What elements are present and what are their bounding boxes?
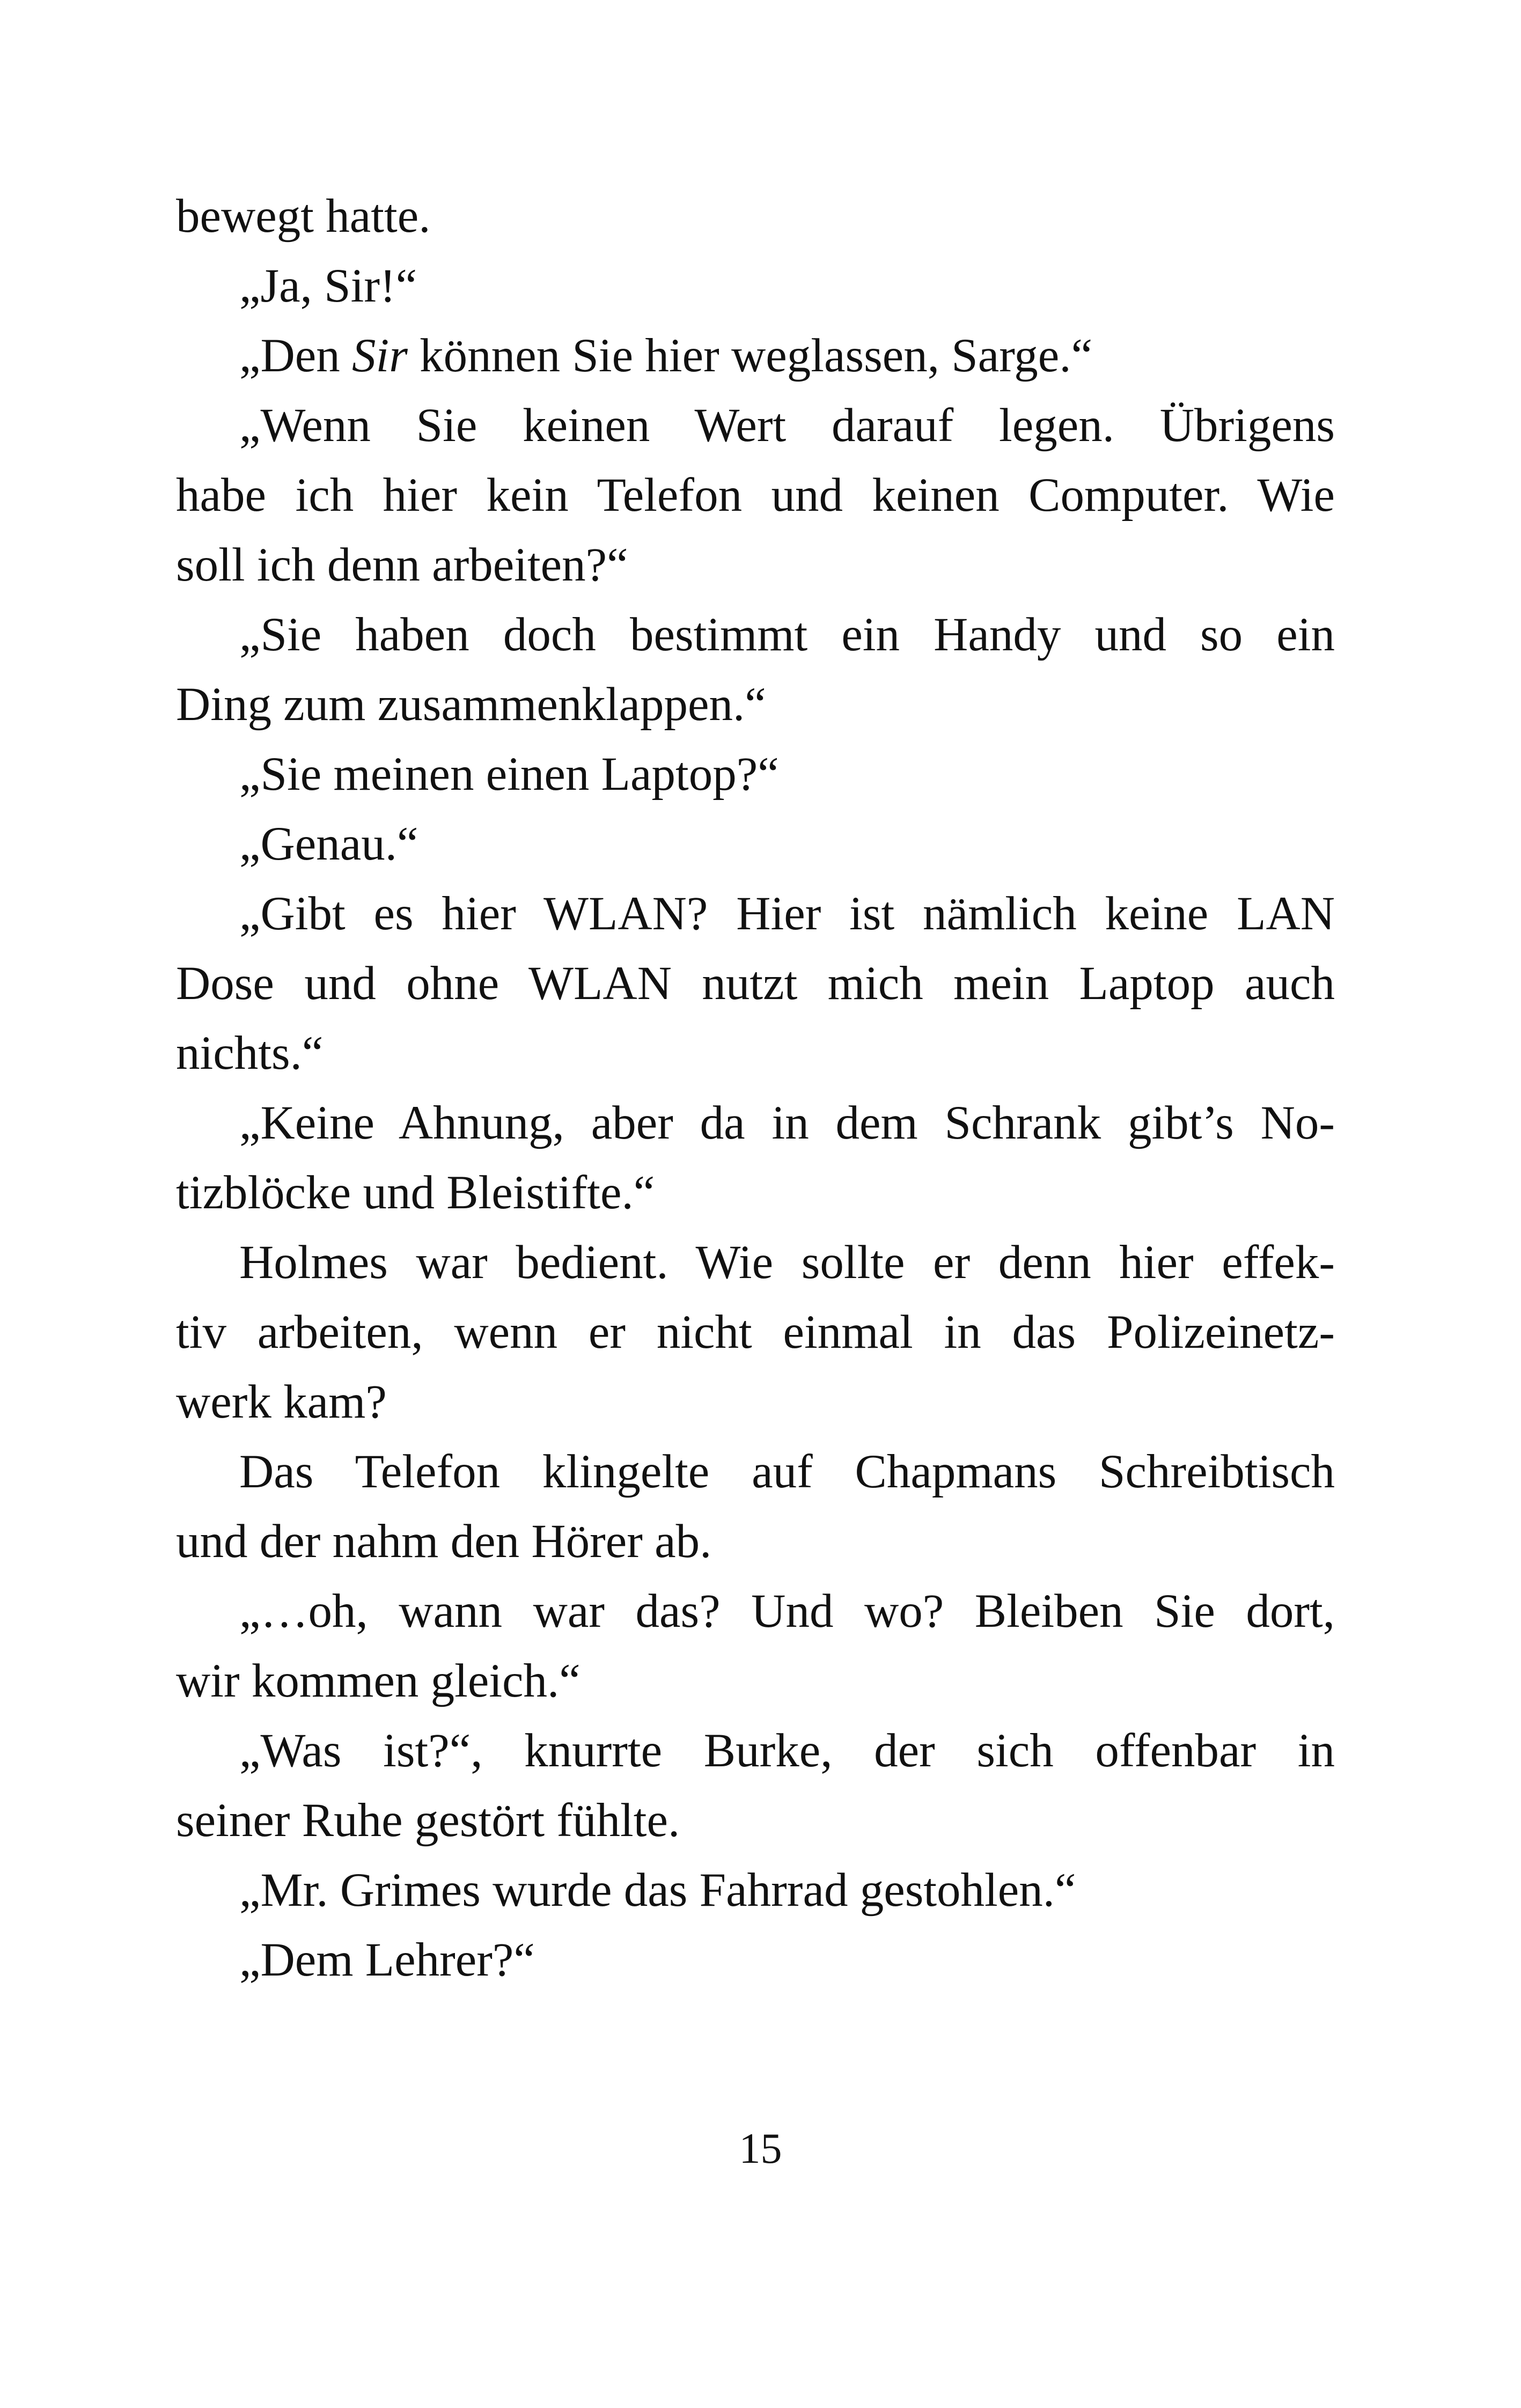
text-line: tizblöcke und Bleistifte.“ [176,1166,655,1219]
body-text [176,181,1335,1995]
text-line: „Dem Lehrer?“ [239,1934,535,1986]
text-line: „Ja, Sir!“ [239,260,417,312]
text-segment: können Sie hier weglassen, Sarge.“ [407,329,1093,382]
text-line: nichts.“ [176,1027,324,1080]
text-line: „Sie meinen einen Laptop?“ [239,748,779,801]
text-line: soll ich denn arbeiten?“ [176,539,628,591]
italic-word: Sir [352,329,408,382]
text-line: „Was ist?“, knurrte Burke, der sich offenbar in [239,1724,1335,1777]
text-line: Ding zum zusammenklappen.“ [176,678,766,731]
text-line: „Genau.“ [239,818,418,870]
text-line: Das Telefon klingelte auf Chapmans Schreibtisch [239,1445,1335,1498]
text-line: „Wenn Sie keinen Wert darauf legen. Übrigens [239,399,1335,452]
text-line: habe ich hier kein Telefon und keinen Computer. Wie [176,469,1335,522]
text-line: „Keine Ahnung, aber da in dem Schrank gibt’s No- [239,1097,1335,1149]
text-line: tiv arbeiten, wenn er nicht einmal in das Polizeinetz- [176,1306,1335,1359]
text-segment: „Den [239,329,352,382]
text-line: und der nahm den Hörer ab. [176,1515,712,1568]
text-line: „Gibt es hier WLAN? Hier ist nämlich keine LAN [239,887,1335,940]
text-line: seiner Ruhe gestört fühlte. [176,1794,680,1847]
text-line [176,321,1335,391]
text-line: „…oh, wann war das? Und wo? Bleiben Sie dort, [239,1585,1335,1638]
text-line: „Mr. Grimes wurde das Fahrrad gestohlen.“ [239,1864,1076,1917]
text-line: „Sie haben doch bestimmt ein Handy und so ein [239,608,1335,661]
page-number: 15 [739,2125,782,2172]
text-line: bewegt hatte. [176,190,431,243]
text-line: Holmes war bedient. Wie sollte er denn hier effek- [239,1236,1335,1289]
text-line: werk kam? [176,1376,387,1428]
text-line: Dose und ohne WLAN nutzt mich mein Laptop auch [176,957,1335,1010]
text-line: wir kommen gleich.“ [176,1655,581,1707]
